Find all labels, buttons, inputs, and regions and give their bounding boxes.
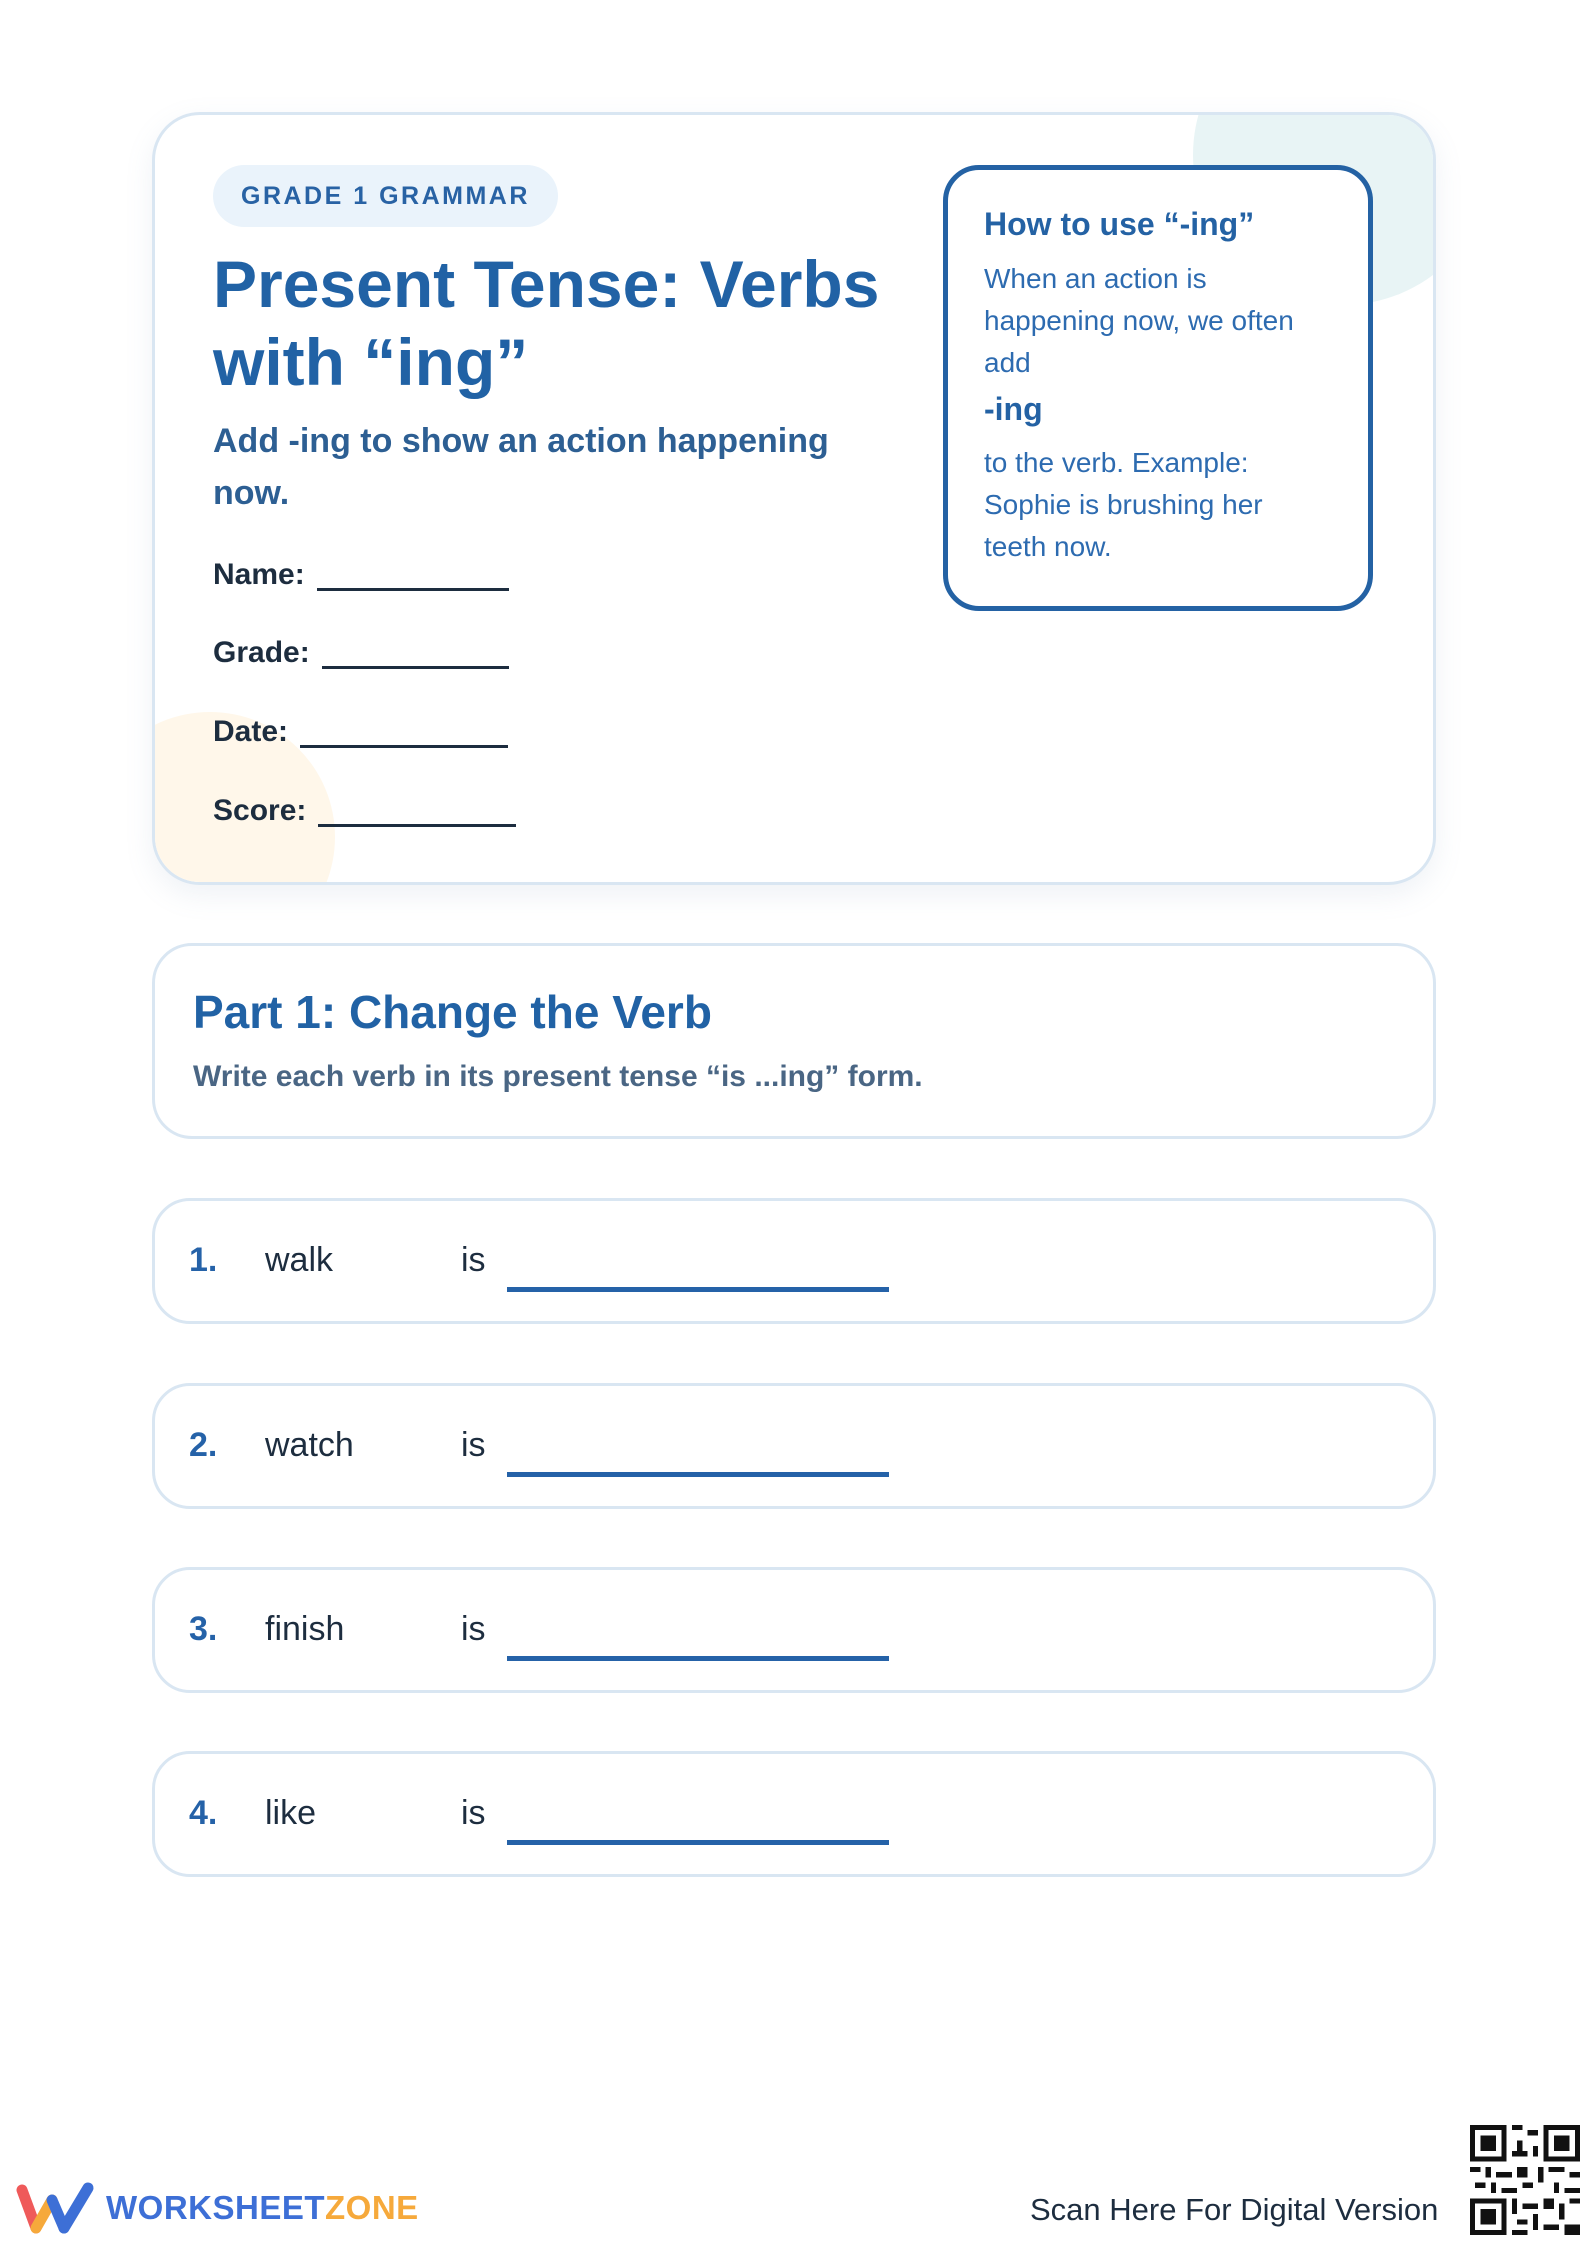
- question-row: [152, 1567, 1436, 1693]
- answer-line[interactable]: [507, 1656, 889, 1661]
- question-aux: is: [461, 1794, 486, 1832]
- part1-title: Part 1: Change the Verb: [193, 986, 712, 1038]
- question-row: [152, 1198, 1436, 1324]
- grade-badge: GRADE 1 GRAMMAR: [213, 165, 558, 227]
- question-verb: finish: [265, 1610, 345, 1648]
- question-aux: is: [461, 1426, 486, 1464]
- info-title: How to use “-ing”: [984, 206, 1255, 242]
- question-aux: is: [461, 1610, 486, 1648]
- date-label: Date:: [213, 715, 289, 748]
- part1-instructions: Write each verb in its present tense “is ...ing” form.: [193, 1060, 923, 1093]
- page-subtitle: Add -ing to show an action happening now.: [213, 422, 829, 512]
- question-row: [152, 1751, 1436, 1877]
- date-line[interactable]: [300, 745, 508, 748]
- info-highlight: -ing: [984, 391, 1043, 427]
- info-text-after: to the verb. Example: Sophie is brushing her teeth now.: [984, 447, 1263, 562]
- qr-code-icon[interactable]: [1470, 2125, 1580, 2235]
- answer-line[interactable]: [507, 1472, 889, 1477]
- date-field[interactable]: [213, 702, 508, 750]
- part1-card: [152, 943, 1436, 1139]
- score-label: Score:: [213, 794, 307, 827]
- name-field[interactable]: [213, 545, 509, 593]
- name-label: Name:: [213, 558, 305, 591]
- question-aux: is: [461, 1241, 486, 1279]
- header-card: [152, 112, 1436, 885]
- question-verb: walk: [265, 1241, 334, 1279]
- score-field[interactable]: [213, 781, 516, 829]
- question-number: 4.: [189, 1794, 218, 1832]
- question-number: 1.: [189, 1241, 218, 1279]
- answer-line[interactable]: [507, 1287, 889, 1292]
- worksheetzone-logo[interactable]: [16, 2180, 419, 2236]
- logo-text-worksheet: WORKSHEET: [106, 2189, 325, 2226]
- logo-text-zone: ZONE: [325, 2189, 419, 2226]
- name-line[interactable]: [317, 588, 509, 591]
- logo-w-icon: [16, 2180, 96, 2236]
- question-number: 3.: [189, 1610, 218, 1648]
- logo-text: [106, 2188, 419, 2228]
- scan-text: Scan Here For Digital Version: [1030, 2192, 1439, 2227]
- question-verb: like: [265, 1794, 317, 1832]
- page-title: Present Tense: Verbs with “ing”: [213, 247, 880, 399]
- question-row: [152, 1383, 1436, 1509]
- grade-line[interactable]: [322, 666, 509, 669]
- answer-line[interactable]: [507, 1840, 889, 1845]
- question-number: 2.: [189, 1426, 218, 1464]
- grade-label: Grade:: [213, 636, 310, 669]
- question-verb: watch: [265, 1426, 354, 1464]
- info-box: [943, 165, 1373, 611]
- info-text-before: When an action is happening now, we often add: [984, 263, 1294, 378]
- score-line[interactable]: [318, 824, 516, 827]
- grade-field[interactable]: [213, 623, 509, 671]
